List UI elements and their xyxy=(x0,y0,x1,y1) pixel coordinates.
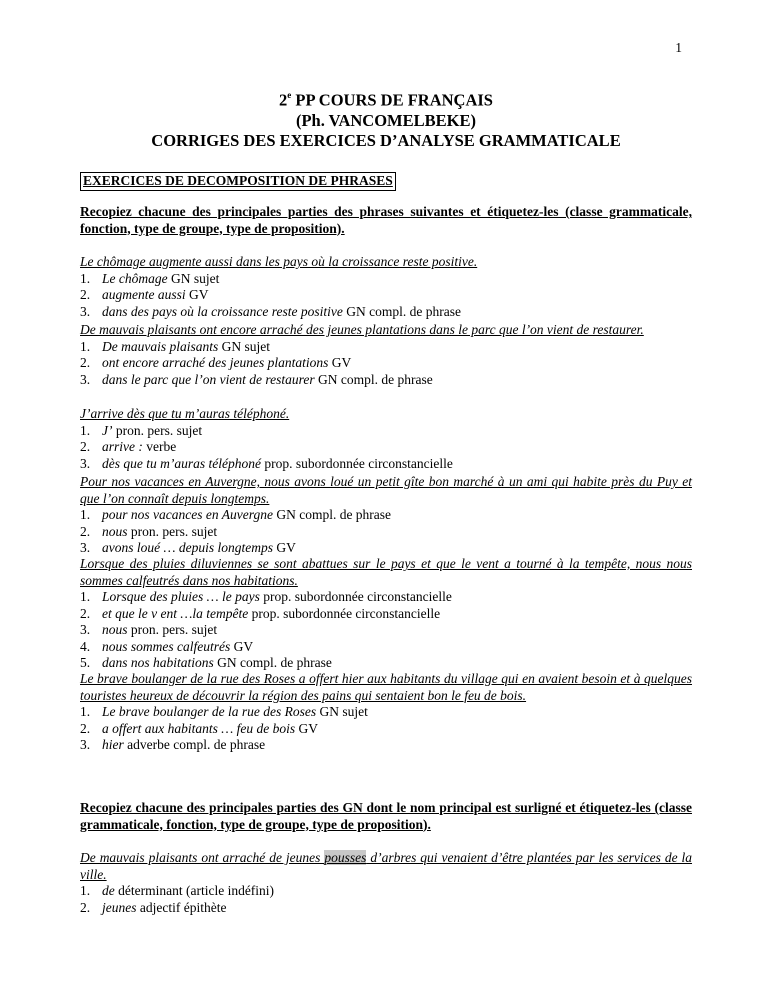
item-number: 2. xyxy=(80,287,91,302)
item-text xyxy=(102,721,318,738)
item-number: 5. xyxy=(80,655,91,670)
exercise-sentence: J’arrive dès que tu m’auras téléphoné. xyxy=(80,406,290,421)
item-phrase: dans le parc que l’on vient de restaurer xyxy=(102,371,315,387)
item-number: 2. xyxy=(80,355,91,370)
analysis-item xyxy=(80,589,692,606)
item-number: 4. xyxy=(80,638,91,654)
header-line-3: CORRIGES DES EXERCICES D’ANALYSE GRAMMATICALE xyxy=(151,130,621,150)
analysis-item xyxy=(80,423,692,440)
item-label: GN sujet xyxy=(218,338,270,354)
analysis-item xyxy=(80,704,692,721)
item-text xyxy=(102,287,209,304)
item-phrase: Lorsque des pluies … le pays xyxy=(102,589,260,604)
item-text xyxy=(102,589,452,606)
exercise-block xyxy=(80,254,692,320)
item-text xyxy=(102,900,226,917)
item-text xyxy=(102,372,433,389)
item-label: pron. pers. sujet xyxy=(127,622,218,637)
exercise-sentence: Le brave boulanger de la rue des Roses a offert hier aux habitants du village qui en avaient besoin et à quelques touristes heureux de découvrir la région des pains qui sentaient bon le feu de bois. xyxy=(80,671,692,703)
item-phrase: arrive : xyxy=(102,439,143,454)
item-text xyxy=(102,883,274,900)
instruction-2: Recopiez chacune des principales parties des GN dont le nom principal est surligné et étiquetez-les (classe grammaticale, fonction, type de groupe, type de proposition). xyxy=(80,800,692,832)
item-phrase: dans nos habitations xyxy=(102,655,214,670)
item-text xyxy=(102,639,253,656)
item-label: verbe xyxy=(142,439,177,454)
analysis-item xyxy=(80,271,692,288)
item-number: 1. xyxy=(80,704,91,719)
exercise-sentence: Le chômage augmente aussi dans les pays où la croissance reste positive. xyxy=(80,254,478,269)
item-phrase: et que le v ent …la tempête xyxy=(102,605,249,621)
item-phrase: a offert aux habitants … feu de bois xyxy=(102,720,296,736)
item-number: 1. xyxy=(80,422,91,438)
item-text xyxy=(102,737,265,754)
analysis-item xyxy=(80,439,692,456)
analysis-item xyxy=(80,304,692,321)
item-number: 3. xyxy=(80,540,91,555)
item-label: GN sujet xyxy=(316,704,368,719)
item-phrase: Le brave boulanger de la rue des Roses xyxy=(102,704,317,719)
item-phrase: nous sommes calfeutrés xyxy=(102,638,231,654)
page-number: 1 xyxy=(675,40,682,55)
analysis-item xyxy=(80,524,692,541)
item-number: 2. xyxy=(80,523,91,539)
item-text xyxy=(102,704,368,721)
item-text xyxy=(102,271,219,288)
item-text xyxy=(102,355,351,372)
item-label: prop. subordonnée circonstancielle xyxy=(248,605,441,621)
item-label: GN sujet xyxy=(167,270,220,286)
item-number: 3. xyxy=(80,737,91,752)
item-phrase: augmente aussi xyxy=(102,287,186,302)
analysis-item xyxy=(80,721,692,738)
item-text xyxy=(102,507,391,524)
item-phrase: J’ xyxy=(102,422,113,438)
analysis-item xyxy=(80,287,692,304)
header-line-2: (Ph. VANCOMELBEKE) xyxy=(295,110,476,130)
item-text xyxy=(102,339,270,356)
item-text xyxy=(102,524,217,541)
document-header xyxy=(80,86,692,151)
exercise-block xyxy=(80,406,692,472)
item-label: GN compl. de phrase xyxy=(342,303,461,319)
item-label: GV xyxy=(328,355,352,370)
exercise-block xyxy=(80,322,692,388)
item-phrase: dans des pays où la croissance reste positive xyxy=(102,303,343,319)
analysis-item xyxy=(80,606,692,623)
analysis-item xyxy=(80,639,692,656)
exercise-block xyxy=(80,671,692,754)
item-phrase: De mauvais plaisants xyxy=(102,338,219,354)
item-number: 1. xyxy=(80,589,91,604)
item-phrase: ont encore arraché des jeunes plantations xyxy=(102,355,329,370)
item-label: adverbe compl. de phrase xyxy=(123,737,266,752)
analysis-item xyxy=(80,622,692,639)
item-number: 3. xyxy=(80,303,91,319)
item-label: GV xyxy=(295,720,318,736)
analysis-item xyxy=(80,355,692,372)
gn-exercise xyxy=(80,850,692,916)
item-label: GN compl. de phrase xyxy=(314,371,433,387)
instruction-1: Recopiez chacune des principales parties des phrases suivantes et étiquetez-les (classe grammaticale, fonction, type de groupe, type de proposition). xyxy=(80,204,692,236)
item-number: 2. xyxy=(80,899,91,915)
item-label: déterminant (article indéfini) xyxy=(114,883,275,898)
item-number: 1. xyxy=(80,883,91,898)
item-phrase: pour nos vacances en Auvergne xyxy=(102,507,273,522)
gn-sentence: De mauvais plaisants ont arraché de jeunes pousses d’arbres qui venaient d’être plantées par les services de la ville. xyxy=(80,850,693,882)
item-label: prop. subordonnée circonstancielle xyxy=(260,455,453,471)
item-text xyxy=(102,423,202,440)
item-label: GV xyxy=(230,638,254,654)
analysis-item xyxy=(80,456,692,473)
item-phrase: nous xyxy=(102,523,128,539)
item-text xyxy=(102,439,176,456)
item-number: 3. xyxy=(80,622,91,637)
gn-analysis-item xyxy=(80,900,692,917)
item-label: adjectif épithète xyxy=(136,899,227,915)
analysis-item xyxy=(80,372,692,389)
item-text xyxy=(102,540,296,557)
item-phrase: nous xyxy=(102,622,128,637)
item-phrase: Le chômage xyxy=(102,270,168,286)
gn-analysis-item xyxy=(80,883,692,900)
highlighted-noun: pousses xyxy=(324,850,367,865)
exercise-block xyxy=(80,556,692,672)
item-number: 3. xyxy=(80,371,91,387)
item-label: GN compl. de phrase xyxy=(213,655,332,670)
item-label: pron. pers. sujet xyxy=(112,422,203,438)
item-label: GV xyxy=(185,287,209,302)
analysis-item xyxy=(80,737,692,754)
item-text xyxy=(102,456,453,473)
item-phrase: de xyxy=(102,883,115,898)
item-number: 1. xyxy=(80,507,91,522)
item-number: 1. xyxy=(80,338,91,354)
item-number: 2. xyxy=(80,720,91,736)
exercise-block xyxy=(80,474,692,557)
item-text xyxy=(102,304,461,321)
item-number: 3. xyxy=(80,455,91,471)
analysis-item xyxy=(80,655,692,672)
item-number: 2. xyxy=(80,439,91,454)
item-phrase: dès que tu m’auras téléphoné xyxy=(102,455,261,471)
exercise-sentence: Pour nos vacances en Auvergne, nous avons loué un petit gîte bon marché à un ami qui habite près du Puy et que l’on connaît depuis longtemps. xyxy=(80,474,692,506)
item-text xyxy=(102,655,332,672)
item-phrase: hier xyxy=(102,737,124,752)
analysis-item xyxy=(80,339,692,356)
analysis-item xyxy=(80,507,692,524)
exercise-sentence: Lorsque des pluies diluviennes se sont abattues sur le pays et que le vent a tourné à la tempête, nous nous sommes calfeutrés dans nos habitations. xyxy=(80,556,692,588)
item-number: 2. xyxy=(80,605,91,621)
item-text xyxy=(102,606,440,623)
item-label: prop. subordonnée circonstancielle xyxy=(259,589,452,604)
header-line-1: 2e PP COURS DE FRANÇAIS xyxy=(279,90,493,110)
analysis-item xyxy=(80,540,692,557)
item-text xyxy=(102,622,217,639)
exercise-sentence: De mauvais plaisants ont encore arraché des jeunes plantations dans le parc que l’on vient de restaurer. xyxy=(80,322,644,337)
section-title: EXERCICES DE DECOMPOSITION DE PHRASES xyxy=(80,172,396,191)
item-label: GN compl. de phrase xyxy=(272,507,392,522)
item-phrase: avons loué … depuis longtemps xyxy=(102,540,273,555)
item-label: GV xyxy=(273,540,296,555)
item-phrase: jeunes xyxy=(102,899,137,915)
item-label: pron. pers. sujet xyxy=(127,523,218,539)
item-number: 1. xyxy=(80,270,91,286)
